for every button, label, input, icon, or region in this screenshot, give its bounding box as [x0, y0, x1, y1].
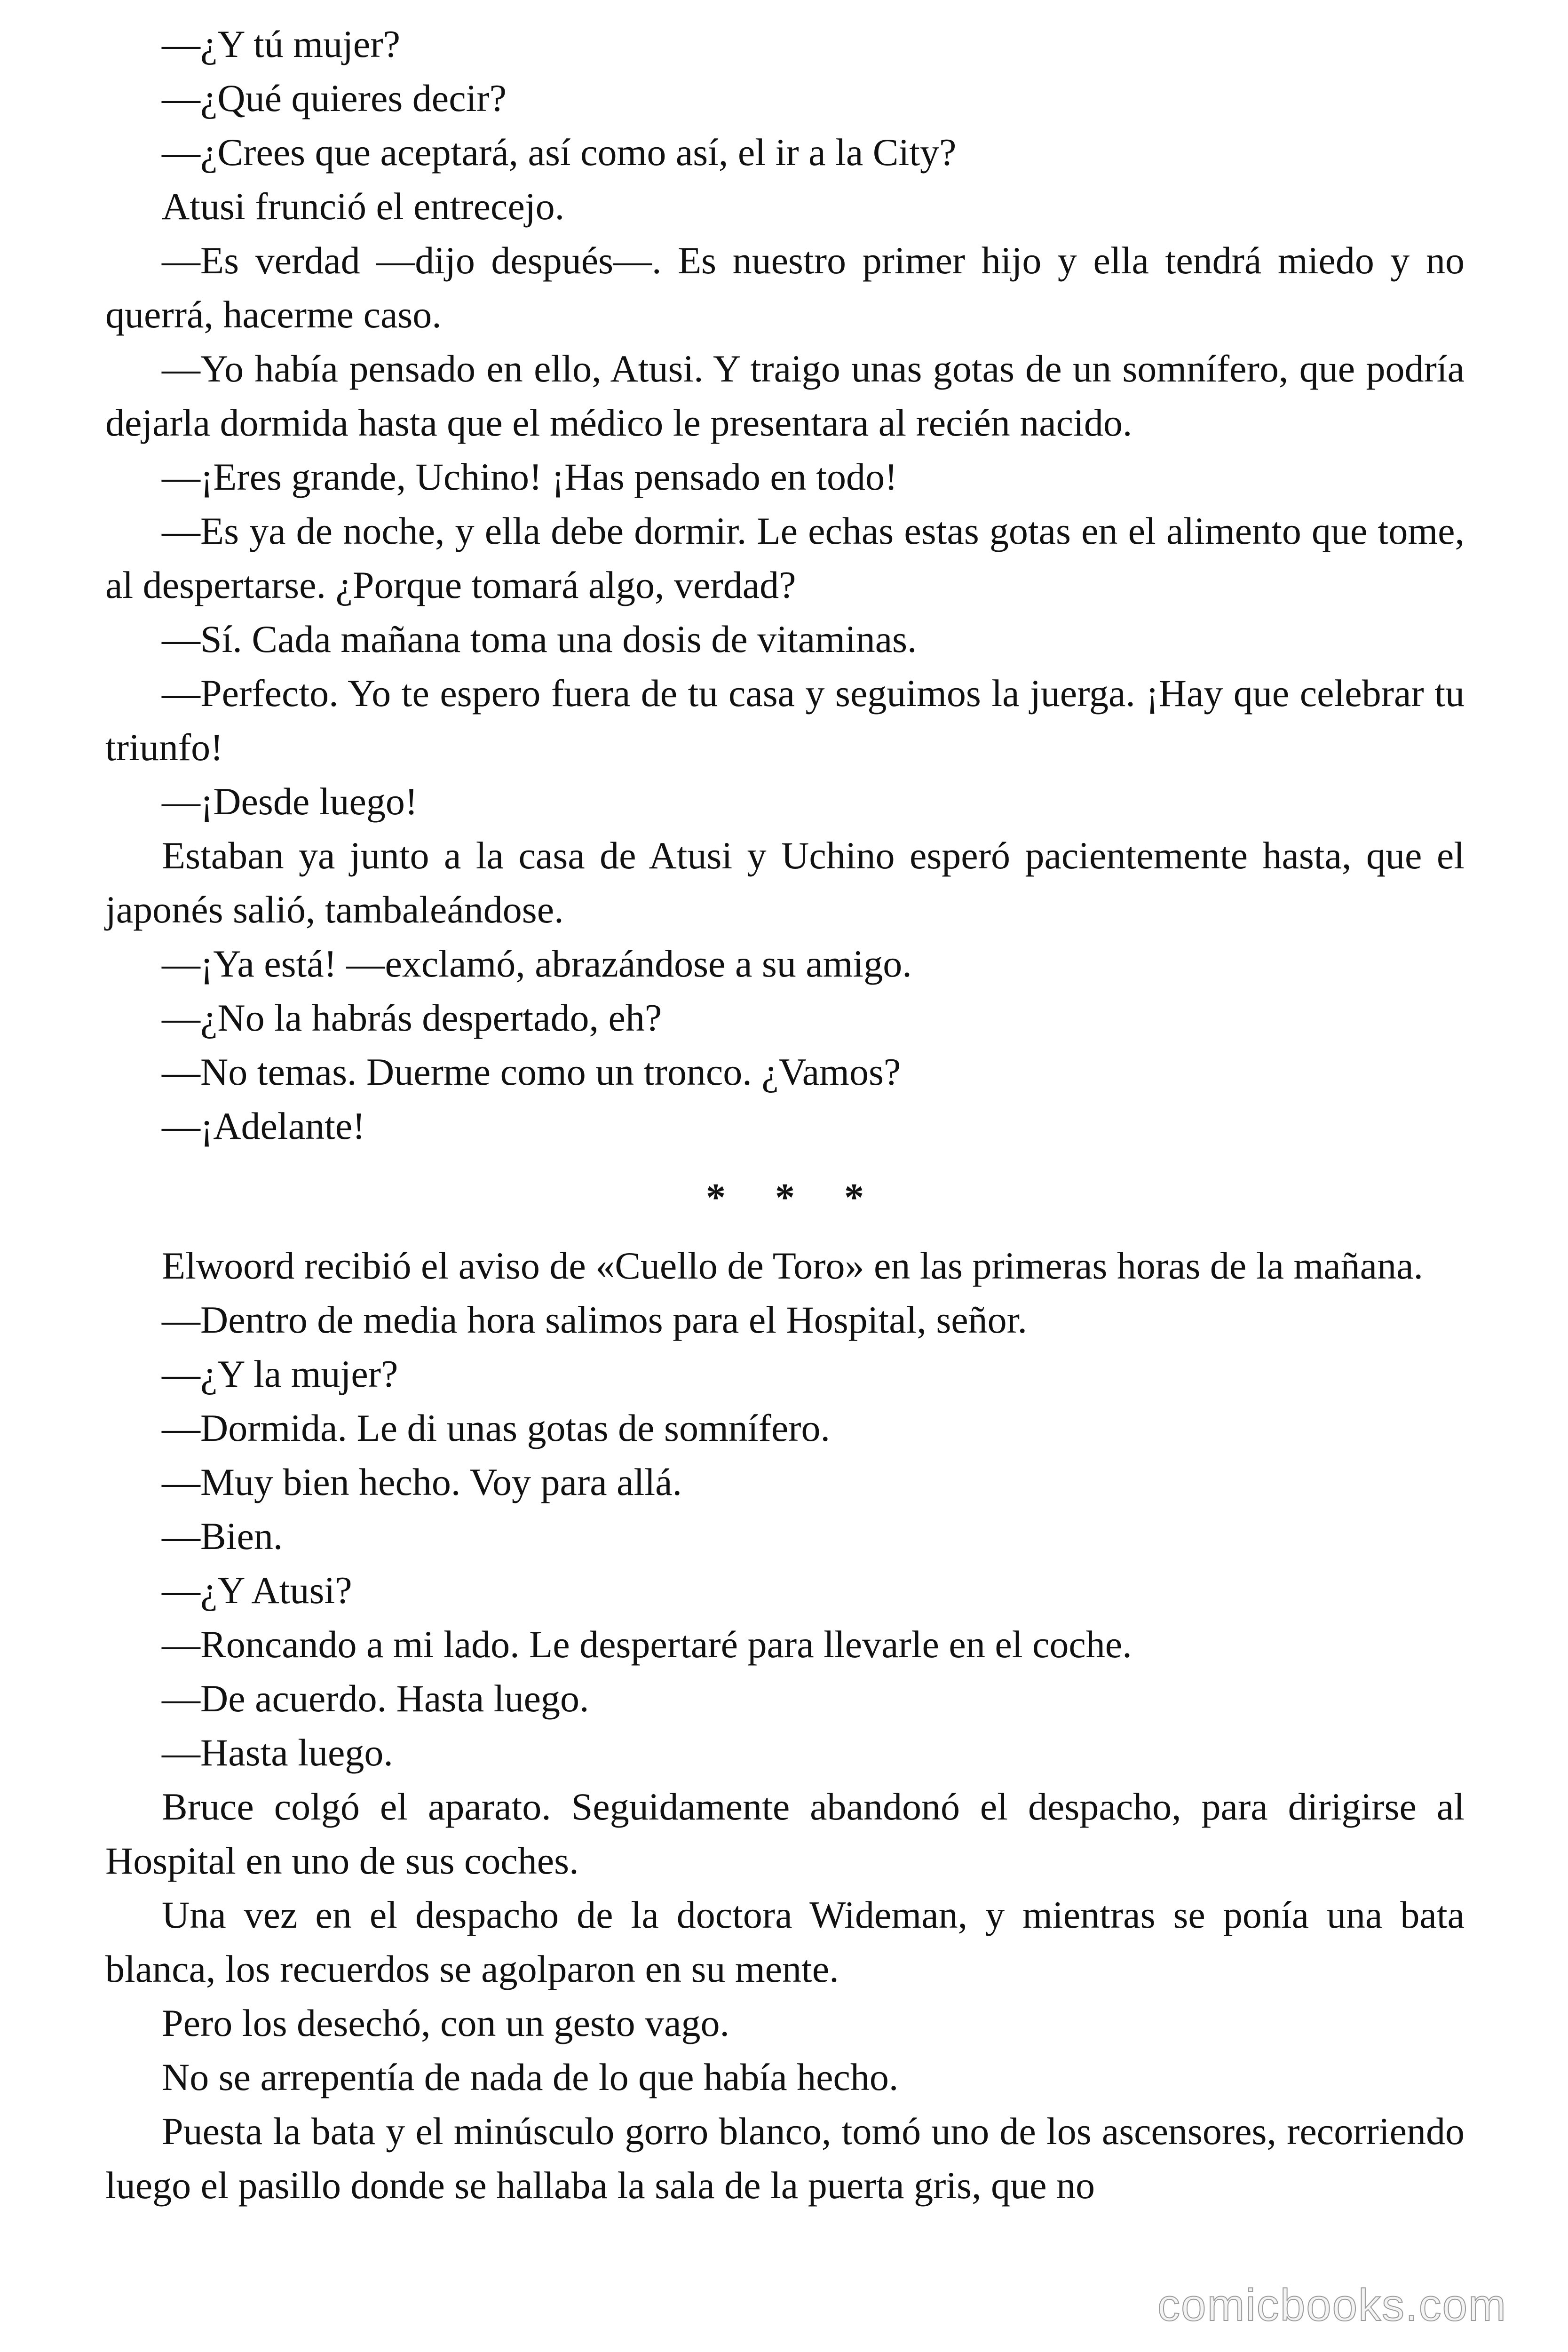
- paragraph: —Perfecto. Yo te espero fuera de tu casa y seguimos la juerga. ¡Hay que celebrar tu triunfo!: [105, 672, 1465, 769]
- paragraph: Puesta la bata y el minúsculo gorro blanco, tomó uno de los ascensores, recorriendo luego el pasillo donde se hallaba la sala de la puerta gris, que no: [105, 2110, 1465, 2207]
- paragraph: Una vez en el despacho de la doctora Wideman, y mientras se ponía una bata blanca, los recuerdos se agolparon en su mente.: [105, 1893, 1465, 1990]
- paragraph: No se arrepentía de nada de lo que había hecho.: [162, 2056, 899, 2098]
- paragraph: —¡Adelante!: [162, 1104, 365, 1147]
- paragraph: —¡Desde luego!: [162, 780, 418, 823]
- paragraph: —¡Eres grande, Uchino! ¡Has pensado en todo!: [162, 455, 898, 498]
- paragraph: Pero los desechó, con un gesto vago.: [162, 2002, 729, 2044]
- paragraph: Estaban ya junto a la casa de Atusi y Uchino esperó pacientemente hasta, que el japonés salió, tambaleándose.: [105, 834, 1465, 931]
- paragraph: Bruce colgó el aparato. Seguidamente abandonó el despacho, para dirigirse al Hospital en uno de sus coches.: [105, 1785, 1465, 1882]
- paragraph: —¿Y tú mujer?: [162, 23, 401, 65]
- paragraph: —No temas. Duerme como un tronco. ¿Vamos?: [162, 1050, 901, 1093]
- paragraph: —Es ya de noche, y ella debe dormir. Le echas estas gotas en el alimento que tome, al despertarse. ¿Porque tomará algo, verdad?: [105, 509, 1465, 606]
- paragraph: —Yo había pensado en ello, Atusi. Y traigo unas gotas de un somnífero, que podría dejarla dormida hasta que el médico le presentara al recién nacido.: [105, 347, 1465, 444]
- section-break-asterisks: * * *: [706, 1175, 864, 1219]
- paragraph: —Sí. Cada mañana toma una dosis de vitaminas.: [162, 618, 917, 660]
- watermark: comicbooks.com: [1157, 2280, 1507, 2330]
- paragraph: —Muy bien hecho. Voy para allá.: [162, 1461, 682, 1503]
- paragraph: —Dentro de media hora salimos para el Hospital, señor.: [162, 1298, 1027, 1341]
- paragraph: —¿Y Atusi?: [162, 1569, 352, 1612]
- paragraph: —¿Qué quieres decir?: [162, 77, 507, 119]
- paragraph: —Hasta luego.: [162, 1731, 393, 1774]
- paragraph: Atusi frunció el entrecejo.: [162, 185, 565, 228]
- paragraph: —¿Y la mujer?: [162, 1352, 398, 1395]
- paragraph: —Es verdad —dijo después—. Es nuestro primer hijo y ella tendrá miedo y no querrá, hacerme caso.: [105, 239, 1465, 336]
- paragraph: —Dormida. Le di unas gotas de somnífero.: [162, 1406, 831, 1449]
- paragraph: —De acuerdo. Hasta luego.: [162, 1677, 589, 1720]
- paragraph: —Bien.: [162, 1515, 283, 1557]
- paragraph: —Roncando a mi lado. Le despertaré para llevarle en el coche.: [162, 1623, 1132, 1666]
- text-column: [105, 17, 1465, 2212]
- paragraph: —¿No la habrás despertado, eh?: [162, 996, 662, 1039]
- paragraph: —¿Crees que aceptará, así como así, el ir a la City?: [162, 131, 957, 174]
- paragraph: Elwoord recibió el aviso de «Cuello de Toro» en las primeras horas de la mañana.: [162, 1244, 1423, 1287]
- paragraph: —¡Ya está! —exclamó, abrazándose a su amigo.: [162, 942, 912, 985]
